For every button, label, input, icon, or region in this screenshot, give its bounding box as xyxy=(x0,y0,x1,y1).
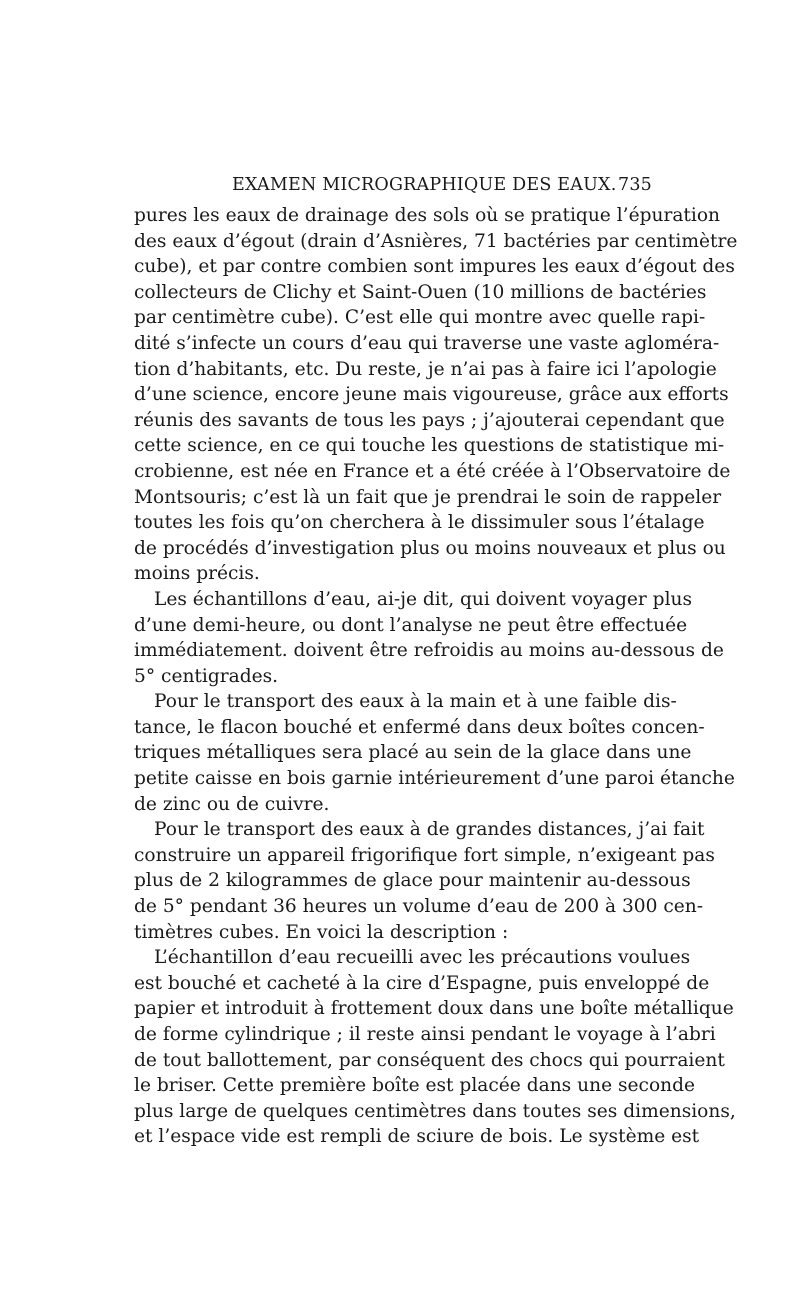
paragraph xyxy=(134,945,736,1150)
text-line: immédiatement. doivent être refroidis au moins au-dessous de xyxy=(134,640,724,662)
paragraph xyxy=(134,203,738,587)
text-line: Les échantillons d’eau, ai-je dit, qui doivent voyager plus xyxy=(154,588,693,610)
text-line: des eaux d’égout (drain d’Asnières, 71 bactéries par centimètre xyxy=(134,230,738,252)
text-line: d’une science, encore jeune mais vigoureuse, grâce aux efforts xyxy=(134,384,729,406)
text-line: et l’espace vide est rempli de sciure de bois. Le système est xyxy=(134,1126,700,1148)
text-line: toutes les fois qu’on cherchera à le dissimuler sous l’étalage xyxy=(134,512,705,534)
text-line: par centimètre cube). C’est elle qui montre avec quelle rapi- xyxy=(134,307,706,329)
text-line: crobienne, est née en France et a été créée à l’Observatoire de xyxy=(134,460,731,482)
text-line: cube), et par contre combien sont impures les eaux d’égout des xyxy=(134,256,735,278)
text-line: de zinc ou de cuivre. xyxy=(134,793,330,815)
text-line: d’une demi-heure, ou dont l’analyse ne peut être effectuée xyxy=(134,614,688,636)
text-line: tance, le flacon bouché et enfermé dans deux boîtes concen- xyxy=(134,716,705,738)
text-line: plus large de quelques centimètres dans toutes ses dimensions, xyxy=(134,1100,736,1122)
running-head xyxy=(134,173,656,197)
paragraph xyxy=(134,689,735,817)
text-line: Pour le transport des eaux à la main et à une faible dis- xyxy=(154,691,677,713)
running-head-title: EXAMEN MICROGRAPHIQUE DES EAUX. xyxy=(232,175,617,195)
text-line: de tout ballottement, par conséquent des chocs qui pourraient xyxy=(134,1049,725,1071)
text-line: tion d’habitants, etc. Du reste, je n’ai pas à faire ici l’apologie xyxy=(134,358,717,380)
text-line: construire un appareil frigorifique fort simple, n’exigeant pas xyxy=(134,844,715,866)
text-line: Montsouris; c’est là un fait que je prendrai le soin de rappeler xyxy=(134,486,722,508)
text-line: est bouché et cacheté à la cire d’Espagne, puis enveloppé de xyxy=(134,972,710,994)
text-line: moins précis. xyxy=(134,563,260,585)
page-number: 735 xyxy=(617,175,652,195)
text-line: timètres cubes. En voici la description : xyxy=(134,921,509,943)
text-line: petite caisse en bois garnie intérieurement d’une paroi étanche xyxy=(134,768,735,790)
text-line: L’échantillon d’eau recueilli avec les précautions voulues xyxy=(154,947,691,969)
text-line: le briser. Cette première boîte est placée dans une seconde xyxy=(134,1075,696,1097)
text-line: de procédés d’investigation plus ou moins nouveaux et plus ou xyxy=(134,537,726,559)
body-text xyxy=(134,203,738,1150)
paragraph xyxy=(134,817,715,945)
text-line: cette science, en ce qui touche les questions de statistique mi- xyxy=(134,435,725,457)
text-line: dité s’infecte un cours d’eau qui traverse une vaste agloméra- xyxy=(134,332,720,354)
text-line: réunis des savants de tous les pays ; j’ajouterai cependant que xyxy=(134,409,725,431)
text-line: papier et introduit à frottement doux dans une boîte métallique xyxy=(134,998,734,1020)
text-line: triques métalliques sera placé au sein de la glace dans une xyxy=(134,742,692,764)
text-line: collecteurs de Clichy et Saint-Ouen (10 millions de bactéries xyxy=(134,281,707,303)
text-line: 5° centigrades. xyxy=(134,665,279,687)
paragraph xyxy=(134,587,724,689)
text-line: de forme cylindrique ; il reste ainsi pendant le voyage à l’abri xyxy=(134,1024,716,1045)
text-line: pures les eaux de drainage des sols où se pratique l’épuration xyxy=(134,205,721,226)
text-line: Pour le transport des eaux à de grandes distances, j’ai fait xyxy=(154,819,705,841)
text-line: de 5° pendant 36 heures un volume d’eau de 200 à 300 cen- xyxy=(134,896,704,918)
text-line: plus de 2 kilogrammes de glace pour maintenir au-dessous xyxy=(134,870,691,892)
